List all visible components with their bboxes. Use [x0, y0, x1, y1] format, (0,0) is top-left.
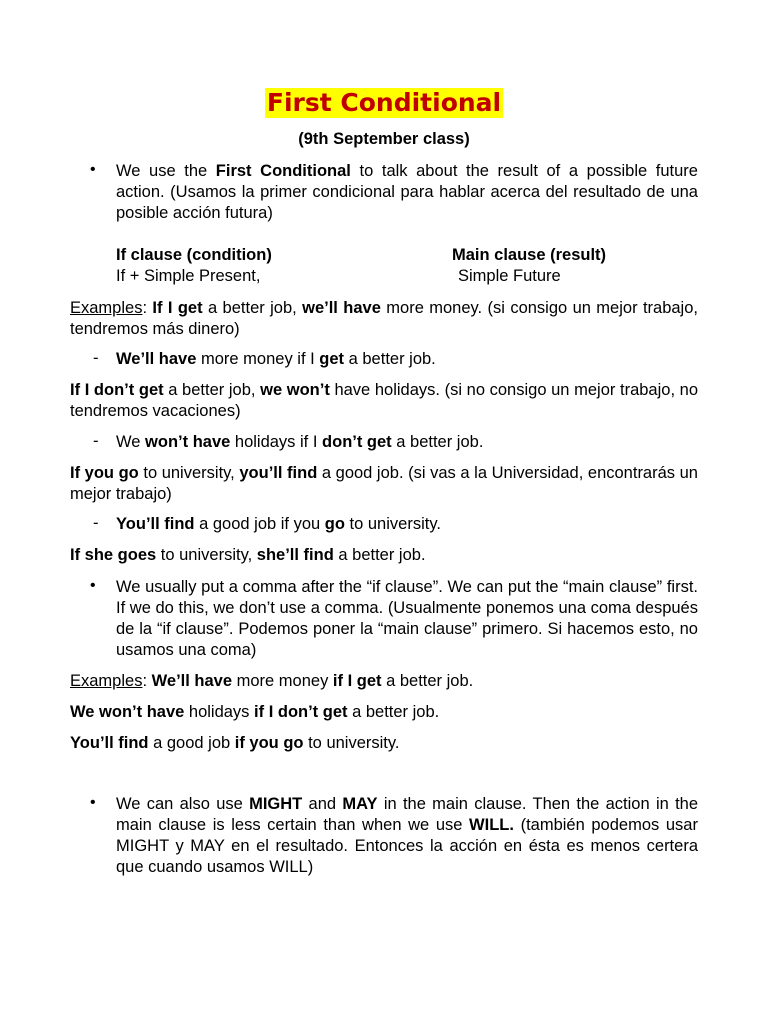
text-run: :: [142, 299, 153, 317]
title-wrap: [0, 88, 768, 118]
bold-run: get: [319, 350, 345, 368]
bold-run: MIGHT: [249, 795, 303, 813]
bullet-paragraph-3: [116, 794, 698, 878]
dash-example-3: [116, 514, 698, 535]
bold-run: we’ll have: [302, 299, 381, 317]
bold-run: won’t have: [145, 433, 231, 451]
text-run: a better job.: [347, 703, 440, 721]
bold-run: If she goes: [70, 546, 157, 564]
page-subtitle: (9th September class): [298, 130, 470, 148]
bold-run: If I get: [152, 299, 203, 317]
text-run: more money if I: [196, 350, 320, 368]
bullet-paragraph-2: We usually put a comma after the “if clause”. We can put the “main clause” first. If we do this, we don’t use a comma. (Usualmente ponemos una coma después de la “if clause”. Podemos poner la “main clause” primero. Si hacemos esto, no usamos una coma): [116, 578, 698, 659]
bold-run: First Conditional: [215, 162, 351, 180]
example-paragraph-3: [70, 463, 698, 505]
text-run: a good job. (si vas a la Universidad, encontrarás un mejor trabajo): [70, 464, 698, 503]
bold-run: If I don’t get: [70, 381, 164, 399]
text-run: a better job.: [344, 350, 436, 368]
bold-run: You’ll find: [70, 734, 149, 752]
text-run: (también podemos usar MIGHT y MAY en el resultado. Entonces la acción en ésta es menos certera que cuando usamos WILL): [116, 816, 698, 876]
dash-marker: -: [93, 349, 99, 367]
page-title: First Conditional: [266, 88, 502, 117]
example-paragraph-2: [70, 380, 698, 422]
dash-example-2: [116, 432, 698, 453]
bold-run: MAY: [342, 795, 378, 813]
text-run: to talk about the result of a possible future action. (Usamos la primer condicional para hablar acerca del resultado de una posible acción futura): [116, 162, 698, 222]
dash-marker: -: [93, 432, 99, 450]
text-run: more money: [232, 672, 333, 690]
example-paragraph-1: [70, 298, 698, 340]
bold-run: she’ll find: [256, 546, 334, 564]
main-clause-header: [452, 245, 606, 266]
examples-label: Examples: [70, 672, 143, 690]
bold-run: WILL.: [469, 816, 514, 834]
bold-run: Main clause (result): [452, 246, 607, 264]
example-paragraph-4: [70, 545, 698, 566]
bold-run: We won’t have: [70, 703, 185, 721]
text-run: in the main clause. Then the action in the main clause is less certain than when we use: [116, 795, 699, 834]
text-run: a better job,: [202, 299, 303, 317]
example-paragraph-5: [70, 671, 698, 692]
if-clause-header: [116, 245, 272, 266]
text-run: holidays: [184, 703, 255, 721]
dash-example-1: [116, 349, 698, 370]
dash-marker: -: [93, 514, 99, 532]
bullet-paragraph-1: [116, 161, 698, 224]
bold-run: don’t get: [322, 433, 392, 451]
example-paragraph-7: [70, 733, 698, 754]
bold-run: We’ll have: [151, 672, 233, 690]
text-run: a better job.: [333, 546, 426, 564]
text-run: a good job: [148, 734, 235, 752]
text-run: more money. (si consigo un mejor trabajo, tendremos más dinero): [70, 299, 698, 338]
bold-run: if you go: [234, 734, 304, 752]
text-run: a better job.: [391, 433, 484, 451]
text-run: We: [116, 433, 146, 451]
bold-run: If clause (condition): [116, 246, 272, 264]
text-run: holidays if I: [230, 433, 323, 451]
example-paragraph-6: [70, 702, 698, 723]
text-run: We use the: [116, 162, 216, 180]
bullet-icon: •: [90, 161, 96, 178]
text-run: to university,: [156, 546, 257, 564]
if-clause-formula: If + Simple Present,: [116, 267, 261, 285]
bold-run: We’ll have: [116, 350, 197, 368]
text-run: a good job if you: [194, 515, 325, 533]
text-run: We can also use: [116, 795, 250, 813]
bold-run: we won’t: [260, 381, 330, 399]
bold-run: if I get: [332, 672, 382, 690]
text-run: a better job,: [163, 381, 261, 399]
main-clause-formula: Simple Future: [458, 267, 561, 285]
text-run: have holidays. (si no consigo un mejor trabajo, no tendremos vacaciones): [70, 381, 699, 420]
bullet-icon: •: [90, 577, 96, 594]
text-run: to university.: [344, 515, 441, 533]
text-run: to university,: [138, 464, 240, 482]
text-run: :: [142, 672, 152, 690]
bullet-icon: •: [90, 794, 96, 811]
bold-run: you’ll find: [239, 464, 318, 482]
bold-run: You’ll find: [116, 515, 195, 533]
text-run: and: [302, 795, 343, 813]
text-run: a better job.: [381, 672, 474, 690]
text-run: to university.: [303, 734, 400, 752]
examples-label: Examples: [70, 299, 143, 317]
bold-run: If you go: [70, 464, 139, 482]
bold-run: go: [324, 515, 345, 533]
bold-run: if I don’t get: [254, 703, 348, 721]
